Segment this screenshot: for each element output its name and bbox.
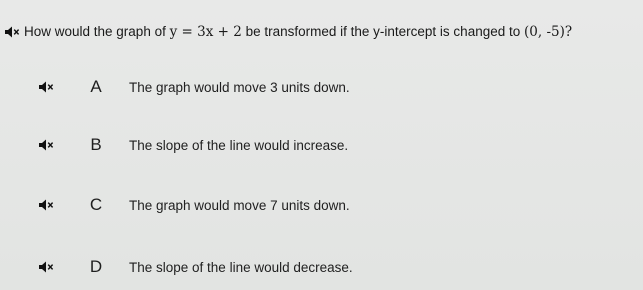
choice-b[interactable]	[0, 125, 643, 165]
question-prefix: How would the graph of	[24, 24, 166, 39]
question-middle: be transformed if the y-intercept is changed to	[245, 24, 521, 39]
choice-text: The slope of the line would decrease.	[129, 259, 353, 275]
question-point: (0, -5)?	[524, 24, 573, 40]
speaker-muted-icon[interactable]	[38, 198, 54, 212]
question-text	[24, 24, 572, 40]
choice-letter: A	[90, 77, 102, 96]
choice-c[interactable]	[0, 185, 643, 225]
choice-a[interactable]	[0, 67, 643, 107]
choice-letter: B	[90, 135, 102, 154]
speaker-muted-icon[interactable]	[38, 138, 54, 152]
choice-text: The graph would move 3 units down.	[129, 79, 350, 95]
question-row	[4, 20, 640, 44]
choice-text: The graph would move 7 units down.	[129, 197, 350, 213]
question-equation: y = 3x + 2	[169, 24, 242, 40]
choice-d[interactable]	[0, 247, 643, 287]
speaker-muted-icon[interactable]	[38, 260, 54, 274]
choice-text: The slope of the line would increase.	[129, 137, 349, 153]
speaker-muted-icon[interactable]	[4, 25, 20, 39]
speaker-muted-icon[interactable]	[38, 80, 54, 94]
choice-letter: C	[89, 195, 103, 214]
choice-letter: D	[89, 257, 103, 276]
